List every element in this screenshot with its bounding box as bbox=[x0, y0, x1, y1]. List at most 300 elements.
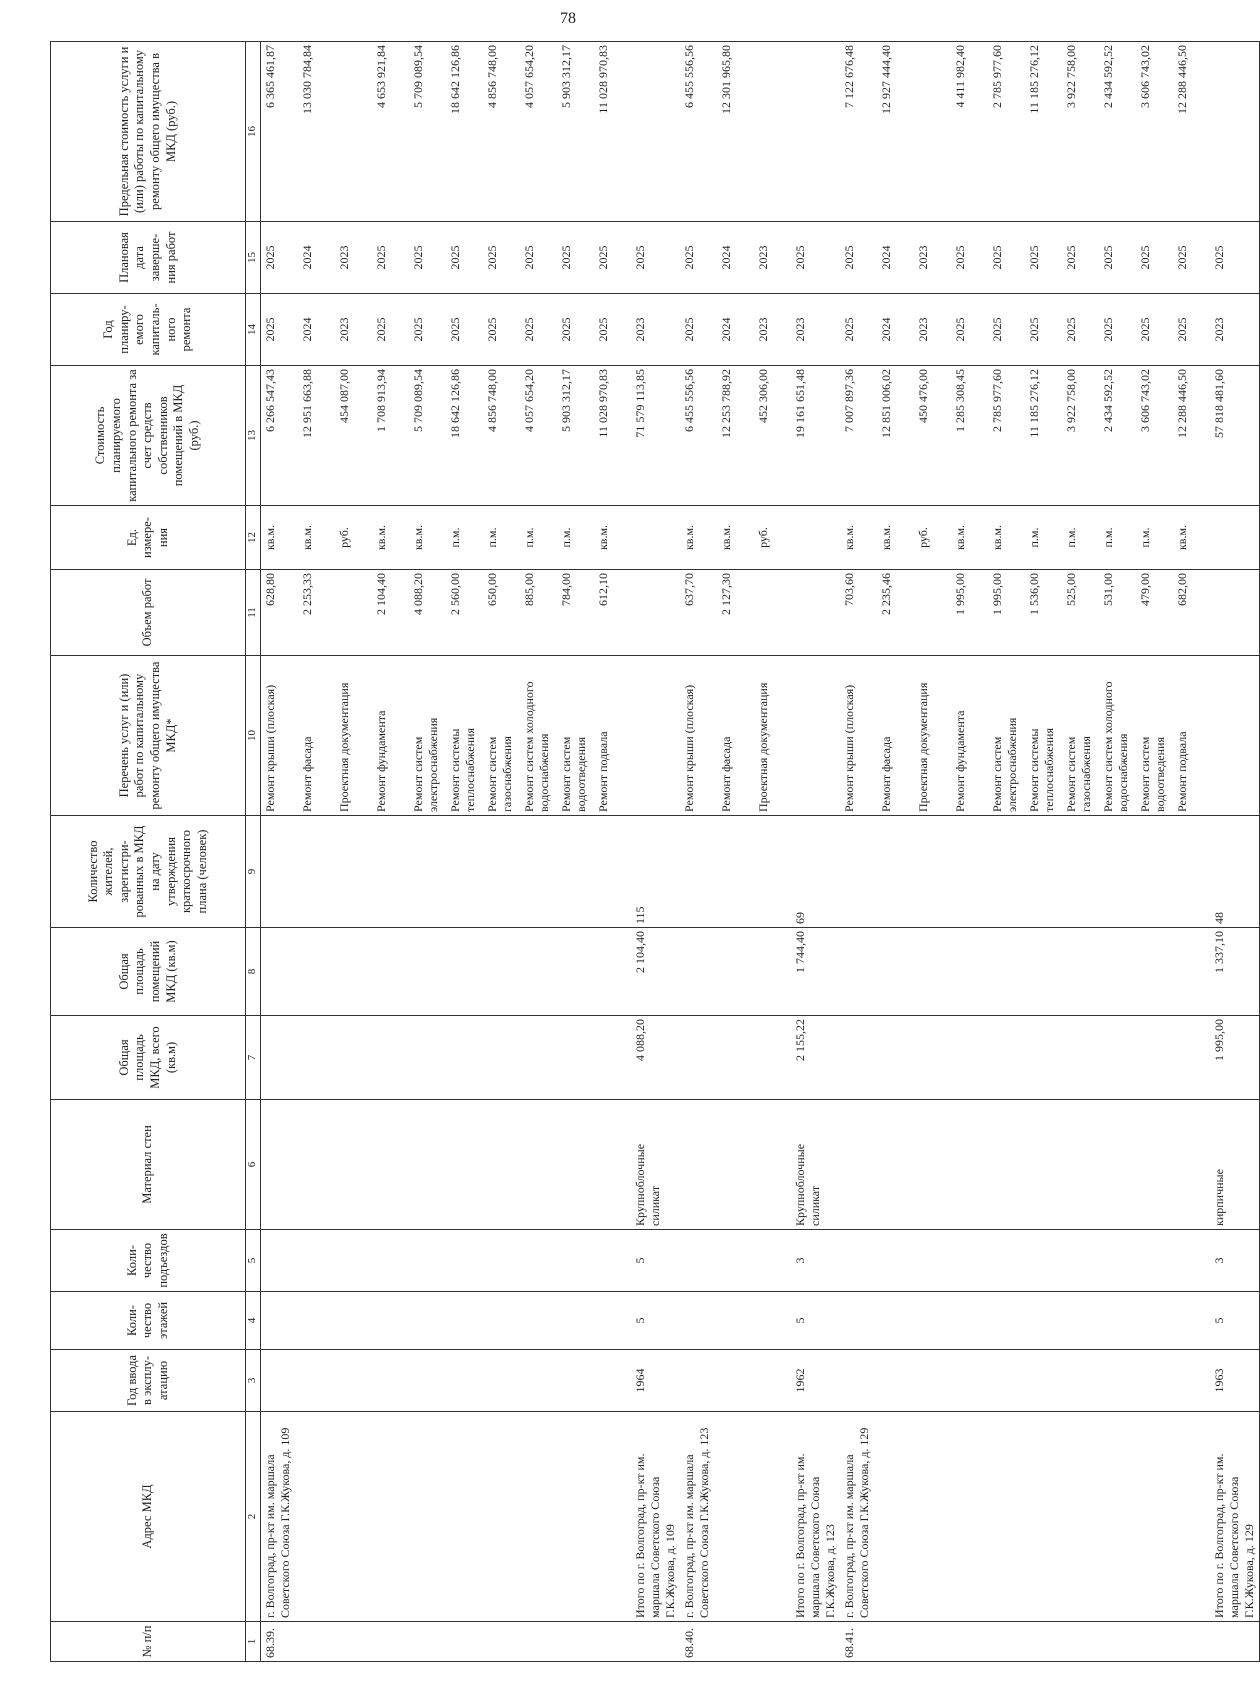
cost-cell: 450 476,00 bbox=[914, 366, 951, 506]
empty-cell bbox=[717, 1016, 754, 1100]
empty-cell bbox=[1099, 928, 1136, 1016]
end-date-cell: 2023 bbox=[914, 222, 951, 294]
address-cell: Итого по г. Волгоград, пр-кт им. маршала Советского Союза Г.К.Жукова, д. 129 bbox=[1210, 1412, 1260, 1622]
premises-area-cell: 2 104,40 bbox=[631, 928, 680, 1016]
cost-cell: 71 579 113,85 bbox=[631, 366, 680, 506]
row-number bbox=[594, 1622, 631, 1662]
unit-cell: п.м. bbox=[446, 506, 483, 570]
empty-cell bbox=[1062, 1350, 1099, 1412]
empty-cell bbox=[840, 1100, 877, 1230]
table-row bbox=[372, 42, 409, 1662]
table-header-row bbox=[51, 42, 246, 1662]
volume-cell: 612,10 bbox=[594, 570, 631, 656]
cost-cell: 12 253 788,92 bbox=[717, 366, 754, 506]
table-row bbox=[1062, 42, 1099, 1662]
address-cell bbox=[557, 1412, 594, 1622]
unit-cell: п.м. bbox=[1136, 506, 1173, 570]
column-number: 12 bbox=[246, 506, 261, 570]
empty-cell bbox=[1025, 816, 1062, 928]
empty-cell bbox=[877, 1350, 914, 1412]
address-cell bbox=[372, 1412, 409, 1622]
end-date-cell: 2025 bbox=[520, 222, 557, 294]
column-number: 2 bbox=[246, 1412, 261, 1622]
volume-cell: 1 536,00 bbox=[1025, 570, 1062, 656]
empty-cell bbox=[1099, 1016, 1136, 1100]
empty-cell bbox=[335, 816, 372, 928]
empty-cell bbox=[840, 816, 877, 928]
empty-cell bbox=[754, 928, 791, 1016]
row-number bbox=[877, 1622, 914, 1662]
limit-cost-cell: 11 185 276,12 bbox=[1025, 42, 1062, 222]
column-number: 1 bbox=[246, 1622, 261, 1662]
empty-cell bbox=[791, 42, 840, 222]
empty-cell bbox=[680, 1100, 717, 1230]
empty-cell bbox=[1173, 816, 1210, 928]
empty-cell bbox=[1025, 1100, 1062, 1230]
row-number bbox=[335, 1622, 372, 1662]
unit-cell: кв.м. bbox=[951, 506, 988, 570]
row-number bbox=[557, 1622, 594, 1662]
unit-cell: руб. bbox=[754, 506, 791, 570]
column-header: Объем работ bbox=[51, 570, 246, 656]
empty-cell bbox=[372, 1292, 409, 1350]
empty-cell bbox=[261, 1100, 299, 1230]
empty-cell bbox=[520, 1230, 557, 1292]
address-cell bbox=[988, 1412, 1025, 1622]
limit-cost-cell: 6 455 556,56 bbox=[680, 42, 717, 222]
empty-cell bbox=[557, 1292, 594, 1350]
empty-cell bbox=[1025, 1016, 1062, 1100]
empty-cell bbox=[1173, 1100, 1210, 1230]
unit-cell: кв.м. bbox=[877, 506, 914, 570]
empty-cell bbox=[261, 1350, 299, 1412]
empty-cell bbox=[298, 1016, 335, 1100]
address-cell bbox=[298, 1412, 335, 1622]
column-header: Перечень услуг и (или) работ по капитальному ремонту общего имущества МКД* bbox=[51, 656, 246, 816]
empty-cell bbox=[840, 1230, 877, 1292]
work-type-cell: Ремонт систем газоснабжения bbox=[1062, 656, 1099, 816]
column-header: Адрес МКД bbox=[51, 1412, 246, 1622]
end-date-cell: 2025 bbox=[791, 222, 840, 294]
cost-cell: 3 922 758,00 bbox=[1062, 366, 1099, 506]
cost-cell: 5 903 312,17 bbox=[557, 366, 594, 506]
table-row bbox=[594, 42, 631, 1662]
table-row bbox=[951, 42, 988, 1662]
empty-cell bbox=[298, 1350, 335, 1412]
column-header: № п/п bbox=[51, 1622, 246, 1662]
empty-cell bbox=[1173, 928, 1210, 1016]
column-number: 9 bbox=[246, 816, 261, 928]
volume-cell: 4 088,20 bbox=[409, 570, 446, 656]
empty-cell bbox=[409, 928, 446, 1016]
work-type-cell: Ремонт подвала bbox=[1173, 656, 1210, 816]
empty-cell bbox=[1136, 816, 1173, 928]
repair-year-cell: 2024 bbox=[298, 294, 335, 366]
limit-cost-cell: 18 642 126,86 bbox=[446, 42, 483, 222]
repair-year-cell: 2025 bbox=[680, 294, 717, 366]
empty-cell bbox=[409, 816, 446, 928]
cost-cell: 454 087,00 bbox=[335, 366, 372, 506]
empty-cell bbox=[409, 1350, 446, 1412]
empty-cell bbox=[791, 656, 840, 816]
column-header: Предельная стоимость услуги и (или) работы по капитальному ремонту общего имущества в МКД (руб.) bbox=[51, 42, 246, 222]
cost-cell: 11 185 276,12 bbox=[1025, 366, 1062, 506]
table-row bbox=[483, 42, 520, 1662]
table-row bbox=[914, 42, 951, 1662]
empty-cell bbox=[446, 1292, 483, 1350]
limit-cost-cell: 12 301 965,80 bbox=[717, 42, 754, 222]
empty-cell bbox=[840, 1350, 877, 1412]
empty-cell bbox=[372, 928, 409, 1016]
empty-cell bbox=[1099, 816, 1136, 928]
empty-cell bbox=[988, 1100, 1025, 1230]
cost-cell: 7 007 897,36 bbox=[840, 366, 877, 506]
work-type-cell: Ремонт системы теплоснабжения bbox=[446, 656, 483, 816]
empty-cell bbox=[840, 928, 877, 1016]
empty-cell bbox=[1173, 1292, 1210, 1350]
empty-cell bbox=[1210, 506, 1260, 570]
limit-cost-cell bbox=[335, 42, 372, 222]
limit-cost-cell: 4 411 982,40 bbox=[951, 42, 988, 222]
empty-cell bbox=[988, 928, 1025, 1016]
volume-cell: 2 253,33 bbox=[298, 570, 335, 656]
work-type-cell: Ремонт крыши (плоская) bbox=[840, 656, 877, 816]
cost-cell: 6 266 547,43 bbox=[261, 366, 299, 506]
repair-year-cell: 2025 bbox=[594, 294, 631, 366]
address-cell: г. Волгоград, пр-кт им. маршала Советского Союза Г.К.Жукова, д. 129 bbox=[840, 1412, 877, 1622]
work-type-cell: Ремонт фасада bbox=[877, 656, 914, 816]
empty-cell bbox=[298, 928, 335, 1016]
row-number bbox=[988, 1622, 1025, 1662]
table-row bbox=[1136, 42, 1173, 1662]
unit-cell: кв.м. bbox=[409, 506, 446, 570]
work-type-cell: Ремонт фасада bbox=[298, 656, 335, 816]
empty-cell bbox=[1025, 1292, 1062, 1350]
address-cell bbox=[877, 1412, 914, 1622]
end-date-cell: 2025 bbox=[988, 222, 1025, 294]
empty-cell bbox=[1099, 1100, 1136, 1230]
empty-cell bbox=[680, 1292, 717, 1350]
empty-cell bbox=[335, 1350, 372, 1412]
unit-cell: кв.м. bbox=[840, 506, 877, 570]
end-date-cell: 2025 bbox=[372, 222, 409, 294]
address-cell bbox=[1136, 1412, 1173, 1622]
work-type-cell: Ремонт крыши (плоская) bbox=[680, 656, 717, 816]
volume-cell: 784,00 bbox=[557, 570, 594, 656]
cost-cell: 3 606 743,02 bbox=[1136, 366, 1173, 506]
empty-cell bbox=[1210, 570, 1260, 656]
empty-cell bbox=[261, 1292, 299, 1350]
row-number bbox=[951, 1622, 988, 1662]
empty-cell bbox=[1099, 1350, 1136, 1412]
column-header: Коли-чество этажей bbox=[51, 1292, 246, 1350]
unit-cell: кв.м. bbox=[594, 506, 631, 570]
year-built-cell: 1963 bbox=[1210, 1350, 1260, 1412]
cost-cell: 19 161 651,48 bbox=[791, 366, 840, 506]
empty-cell bbox=[717, 1292, 754, 1350]
unit-cell: руб. bbox=[914, 506, 951, 570]
empty-cell bbox=[840, 1016, 877, 1100]
limit-cost-cell: 6 365 461,87 bbox=[261, 42, 299, 222]
column-header: Ед. измере-ния bbox=[51, 506, 246, 570]
volume-cell: 479,00 bbox=[1136, 570, 1173, 656]
address-cell: Итого по г. Волгоград, пр-кт им. маршала Советского Союза Г.К.Жукова, д. 123 bbox=[791, 1412, 840, 1622]
empty-cell bbox=[372, 816, 409, 928]
table-row bbox=[877, 42, 914, 1662]
empty-cell bbox=[483, 928, 520, 1016]
limit-cost-cell: 12 927 444,40 bbox=[877, 42, 914, 222]
residents-cell: 48 bbox=[1210, 816, 1260, 928]
empty-cell bbox=[754, 1100, 791, 1230]
address-cell bbox=[335, 1412, 372, 1622]
empty-cell bbox=[261, 1016, 299, 1100]
empty-cell bbox=[1173, 1350, 1210, 1412]
empty-cell bbox=[335, 1292, 372, 1350]
column-number: 7 bbox=[246, 1016, 261, 1100]
column-number: 11 bbox=[246, 570, 261, 656]
empty-cell bbox=[298, 1230, 335, 1292]
page-number: 78 bbox=[560, 10, 576, 27]
repair-year-cell: 2024 bbox=[717, 294, 754, 366]
empty-cell bbox=[951, 928, 988, 1016]
row-number bbox=[914, 1622, 951, 1662]
limit-cost-cell: 12 288 446,50 bbox=[1173, 42, 1210, 222]
end-date-cell: 2025 bbox=[1136, 222, 1173, 294]
limit-cost-cell: 13 030 784,84 bbox=[298, 42, 335, 222]
empty-cell bbox=[631, 42, 680, 222]
table-row bbox=[840, 42, 877, 1662]
repair-year-cell: 2023 bbox=[754, 294, 791, 366]
empty-cell bbox=[335, 1100, 372, 1230]
address-cell bbox=[594, 1412, 631, 1622]
repair-year-cell: 2023 bbox=[1210, 294, 1260, 366]
volume-cell: 637,70 bbox=[680, 570, 717, 656]
cost-cell: 4 057 654,20 bbox=[520, 366, 557, 506]
empty-cell bbox=[951, 816, 988, 928]
table-row bbox=[446, 42, 483, 1662]
empty-cell bbox=[335, 928, 372, 1016]
cost-cell: 5 709 089,54 bbox=[409, 366, 446, 506]
empty-cell bbox=[914, 1230, 951, 1292]
empty-cell bbox=[1210, 42, 1260, 222]
column-number: 16 bbox=[246, 42, 261, 222]
end-date-cell: 2025 bbox=[409, 222, 446, 294]
empty-cell bbox=[914, 928, 951, 1016]
empty-cell bbox=[877, 1292, 914, 1350]
work-type-cell: Ремонт крыши (плоская) bbox=[261, 656, 299, 816]
end-date-cell: 2025 bbox=[261, 222, 299, 294]
column-number: 6 bbox=[246, 1100, 261, 1230]
volume-cell bbox=[335, 570, 372, 656]
address-cell bbox=[483, 1412, 520, 1622]
repair-year-cell: 2025 bbox=[483, 294, 520, 366]
empty-cell bbox=[914, 816, 951, 928]
unit-cell: кв.м. bbox=[298, 506, 335, 570]
address-cell bbox=[1062, 1412, 1099, 1622]
end-date-cell: 2025 bbox=[594, 222, 631, 294]
work-type-cell: Ремонт подвала bbox=[594, 656, 631, 816]
empty-cell bbox=[631, 656, 680, 816]
wall-material-cell: кирпичные bbox=[1210, 1100, 1260, 1230]
empty-cell bbox=[298, 816, 335, 928]
volume-cell: 525,00 bbox=[1062, 570, 1099, 656]
empty-cell bbox=[446, 1230, 483, 1292]
row-number bbox=[483, 1622, 520, 1662]
empty-cell bbox=[1173, 1016, 1210, 1100]
column-header: Общая площадь помещений МКД (кв.м) bbox=[51, 928, 246, 1016]
work-type-cell: Ремонт фундамента bbox=[951, 656, 988, 816]
empty-cell bbox=[791, 506, 840, 570]
volume-cell: 2 560,00 bbox=[446, 570, 483, 656]
table-row bbox=[261, 42, 299, 1662]
empty-cell bbox=[409, 1016, 446, 1100]
empty-cell bbox=[483, 1350, 520, 1412]
wall-material-cell: Крупноблочные силикат bbox=[631, 1100, 680, 1230]
empty-cell bbox=[1136, 1100, 1173, 1230]
row-number bbox=[520, 1622, 557, 1662]
row-number bbox=[717, 1622, 754, 1662]
work-type-cell: Ремонт систем электроснабжения bbox=[988, 656, 1025, 816]
empty-cell bbox=[261, 816, 299, 928]
empty-cell bbox=[1062, 1100, 1099, 1230]
empty-cell bbox=[594, 928, 631, 1016]
empty-cell bbox=[877, 816, 914, 928]
end-date-cell: 2025 bbox=[951, 222, 988, 294]
premises-area-cell: 1 744,40 bbox=[791, 928, 840, 1016]
end-date-cell: 2025 bbox=[680, 222, 717, 294]
unit-cell: кв.м. bbox=[261, 506, 299, 570]
empty-cell bbox=[261, 1230, 299, 1292]
empty-cell bbox=[1136, 1016, 1173, 1100]
floors-cell: 5 bbox=[631, 1292, 680, 1350]
limit-cost-cell: 5 903 312,17 bbox=[557, 42, 594, 222]
table-row bbox=[754, 42, 791, 1662]
floors-cell: 5 bbox=[791, 1292, 840, 1350]
repair-year-cell: 2025 bbox=[1099, 294, 1136, 366]
empty-cell bbox=[631, 506, 680, 570]
empty-cell bbox=[1025, 928, 1062, 1016]
cost-cell: 1 708 913,94 bbox=[372, 366, 409, 506]
empty-cell bbox=[1210, 1622, 1260, 1662]
address-cell bbox=[1099, 1412, 1136, 1622]
work-type-cell: Ремонт системы теплоснабжения bbox=[1025, 656, 1062, 816]
empty-cell bbox=[914, 1016, 951, 1100]
repair-year-cell: 2025 bbox=[372, 294, 409, 366]
subtotal-row bbox=[1210, 42, 1260, 1662]
column-header: Коли-чество подъездов bbox=[51, 1230, 246, 1292]
address-cell bbox=[951, 1412, 988, 1622]
column-header: Год планиру-емого капиталь-ного ремонта bbox=[51, 294, 246, 366]
empty-cell bbox=[520, 928, 557, 1016]
work-type-cell: Проектная документация bbox=[335, 656, 372, 816]
end-date-cell: 2025 bbox=[446, 222, 483, 294]
empty-cell bbox=[520, 1350, 557, 1412]
empty-cell bbox=[520, 1016, 557, 1100]
table-row bbox=[335, 42, 372, 1662]
empty-cell bbox=[483, 1230, 520, 1292]
address-cell: г. Волгоград, пр-кт им. маршала Советского Союза Г.К.Жукова, д. 123 bbox=[680, 1412, 717, 1622]
empty-cell bbox=[372, 1230, 409, 1292]
empty-cell bbox=[717, 1100, 754, 1230]
total-area-cell: 2 155,22 bbox=[791, 1016, 840, 1100]
volume-cell: 628,80 bbox=[261, 570, 299, 656]
empty-cell bbox=[877, 928, 914, 1016]
empty-cell bbox=[446, 1100, 483, 1230]
empty-cell bbox=[1062, 1292, 1099, 1350]
empty-cell bbox=[594, 1016, 631, 1100]
empty-cell bbox=[446, 1016, 483, 1100]
empty-cell bbox=[1025, 1230, 1062, 1292]
cost-cell: 12 288 446,50 bbox=[1173, 366, 1210, 506]
unit-cell: кв.м. bbox=[680, 506, 717, 570]
rotated-page bbox=[50, 22, 1256, 1662]
limit-cost-cell: 3 606 743,02 bbox=[1136, 42, 1173, 222]
limit-cost-cell bbox=[914, 42, 951, 222]
unit-cell: кв.м. bbox=[717, 506, 754, 570]
empty-cell bbox=[594, 1230, 631, 1292]
empty-cell bbox=[754, 1292, 791, 1350]
limit-cost-cell: 7 122 676,48 bbox=[840, 42, 877, 222]
empty-cell bbox=[483, 1292, 520, 1350]
row-number bbox=[1099, 1622, 1136, 1662]
address-cell bbox=[1025, 1412, 1062, 1622]
empty-cell bbox=[951, 1292, 988, 1350]
empty-cell bbox=[680, 1016, 717, 1100]
empty-cell bbox=[1062, 928, 1099, 1016]
column-header: Плановая дата заверше-ния работ bbox=[51, 222, 246, 294]
work-type-cell: Проектная документация bbox=[754, 656, 791, 816]
repair-year-cell: 2025 bbox=[988, 294, 1025, 366]
empty-cell bbox=[335, 1230, 372, 1292]
empty-cell bbox=[951, 1230, 988, 1292]
repair-year-cell: 2025 bbox=[520, 294, 557, 366]
row-number: 68.39. bbox=[261, 1622, 299, 1662]
repair-year-cell: 2023 bbox=[631, 294, 680, 366]
empty-cell bbox=[717, 1230, 754, 1292]
empty-cell bbox=[261, 928, 299, 1016]
cost-cell: 452 306,00 bbox=[754, 366, 791, 506]
cost-cell: 18 642 126,86 bbox=[446, 366, 483, 506]
cost-cell: 57 818 481,60 bbox=[1210, 366, 1260, 506]
empty-cell bbox=[680, 816, 717, 928]
empty-cell bbox=[914, 1100, 951, 1230]
empty-cell bbox=[1062, 1016, 1099, 1100]
column-number: 4 bbox=[246, 1292, 261, 1350]
empty-cell bbox=[1136, 1230, 1173, 1292]
column-number: 15 bbox=[246, 222, 261, 294]
row-number bbox=[446, 1622, 483, 1662]
empty-cell bbox=[988, 1292, 1025, 1350]
end-date-cell: 2024 bbox=[298, 222, 335, 294]
table-row bbox=[520, 42, 557, 1662]
empty-cell bbox=[520, 1292, 557, 1350]
residents-cell: 115 bbox=[631, 816, 680, 928]
end-date-cell: 2023 bbox=[754, 222, 791, 294]
entrances-cell: 3 bbox=[791, 1230, 840, 1292]
unit-cell: п.м. bbox=[1025, 506, 1062, 570]
address-cell: г. Волгоград, пр-кт им. маршала Советского Союза Г.К.Жукова, д. 109 bbox=[261, 1412, 299, 1622]
empty-cell bbox=[372, 1016, 409, 1100]
cost-cell: 2 785 977,60 bbox=[988, 366, 1025, 506]
empty-cell bbox=[372, 1350, 409, 1412]
volume-cell: 1 995,00 bbox=[951, 570, 988, 656]
work-type-cell: Ремонт фундамента bbox=[372, 656, 409, 816]
work-type-cell: Ремонт систем электроснабжения bbox=[409, 656, 446, 816]
work-type-cell: Проектная документация bbox=[914, 656, 951, 816]
limit-cost-cell: 4 057 654,20 bbox=[520, 42, 557, 222]
column-number: 13 bbox=[246, 366, 261, 506]
table-body bbox=[261, 42, 1260, 1662]
